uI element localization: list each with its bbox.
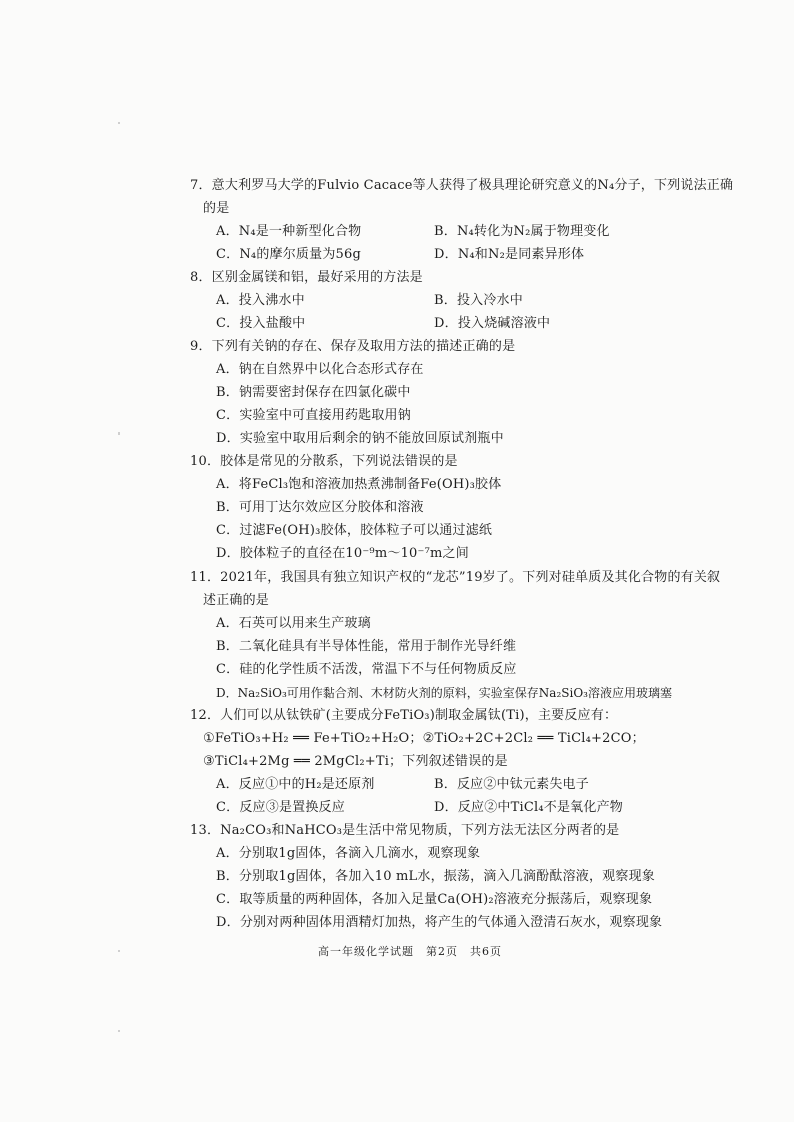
q11-stem-line1: 11．2021年，我国具有独立知识产权的“龙芯”19岁了。下列对硅单质及其化合物的有关叙	[190, 570, 721, 585]
q12-option-a: A．反应①中的H₂是还原剂	[216, 777, 375, 792]
q9-option-d: D．实验室中取用后剩余的钠不能放回原试剂瓶中	[216, 431, 504, 446]
q13-option-d: D．分别对两种固体用酒精灯加热，将产生的气体通入澄清石灰水，观察现象	[216, 915, 663, 930]
scan-mark	[118, 432, 120, 435]
q9-option-c: C．实验室中可直接用药匙取用钠	[216, 408, 411, 423]
q10-stem: 10．胶体是常见的分散系，下列说法错误的是	[190, 454, 458, 469]
q9-option-b: B．钠需要密封保存在四氯化碳中	[216, 385, 411, 400]
q12-equation-line2: ③TiCl₄+2Mg ══ 2MgCl₂+Ti；下列叙述错误的是	[203, 754, 508, 769]
q8-option-a: A．投入沸水中	[216, 293, 305, 308]
q13-option-b: B．分别取1g固体，各加入10 mL水，振荡，滴入几滴酚酞溶液，观察现象	[216, 869, 655, 884]
q8-stem: 8．区别金属镁和铝，最好采用的方法是	[190, 270, 423, 285]
q7-stem-line1: 7．意大利罗马大学的Fulvio Cacace等人获得了极具理论研究意义的N₄分子，下列说法正确	[190, 178, 734, 193]
q7-option-d: D．N₄和N₂是同素异形体	[434, 247, 585, 262]
q11-stem-line2: 述正确的是	[203, 593, 270, 608]
q7-option-c: C．N₄的摩尔质量为56g	[216, 247, 361, 262]
q12-option-d: D．反应②中TiCl₄不是氧化产物	[434, 800, 623, 815]
q11-option-b: B．二氧化硅具有半导体性能，常用于制作光导纤维	[216, 639, 517, 654]
q13-option-a: A．分别取1g固体，各滴入几滴水，观察现象	[216, 846, 481, 861]
q8-option-d: D．投入烧碱溶液中	[434, 316, 551, 331]
q7-option-a: A．N₄是一种新型化合物	[216, 224, 362, 239]
q11-option-a: A．石英可以用来生产玻璃	[216, 616, 371, 631]
q10-option-b: B．可用丁达尔效应区分胶体和溶液	[216, 500, 424, 515]
q8-option-b: B．投入冷水中	[434, 293, 523, 308]
q11-option-d: D．Na₂SiO₃可用作黏合剂、木材防火剂的原料，实验室保存Na₂SiO₃溶液应用玻璃塞	[216, 686, 672, 700]
q9-option-a: A．钠在自然界中以化合态形式存在	[216, 362, 424, 377]
q7-stem-line2: 的是	[203, 201, 230, 216]
q12-equation-line1: ①FeTiO₃+H₂ ══ Fe+TiO₂+H₂O；②TiO₂+2C+2Cl₂ ══ TiCl₄+2CO；	[203, 731, 645, 746]
q9-stem: 9．下列有关钠的存在、保存及取用方法的描述正确的是	[190, 339, 516, 354]
q12-option-b: B．反应②中钛元素失电子	[434, 777, 589, 792]
q7-option-b: B．N₄转化为N₂属于物理变化	[434, 224, 610, 239]
q10-option-d: D．胶体粒子的直径在10⁻⁹m～10⁻⁷m之间	[216, 546, 469, 561]
q10-option-c: C．过滤Fe(OH)₃胶体，胶体粒子可以通过滤纸	[216, 523, 493, 538]
q8-option-c: C．投入盐酸中	[216, 316, 306, 331]
scan-mark	[118, 122, 120, 124]
q13-option-c: C．取等质量的两种固体，各加入足量Ca(OH)₂溶液充分振荡后，观察现象	[216, 892, 653, 907]
q10-option-a: A．将FeCl₃饱和溶液加热煮沸制备Fe(OH)₃胶体	[216, 477, 502, 492]
page-footer: 高一年级化学试题 第2页 共6页	[318, 945, 502, 958]
q13-stem: 13．Na₂CO₃和NaHCO₃是生活中常见物质，下列方法无法区分两者的是	[190, 823, 620, 838]
q11-option-c: C．硅的化学性质不活泼，常温下不与任何物质反应	[216, 662, 517, 677]
scan-mark	[118, 1030, 120, 1032]
scan-mark	[118, 950, 120, 952]
q12-option-c: C．反应③是置换反应	[216, 800, 345, 815]
q12-stem: 12．人们可以从钛铁矿(主要成分FeTiO₃)制取金属钛(Ti)，主要反应有：	[190, 708, 618, 723]
